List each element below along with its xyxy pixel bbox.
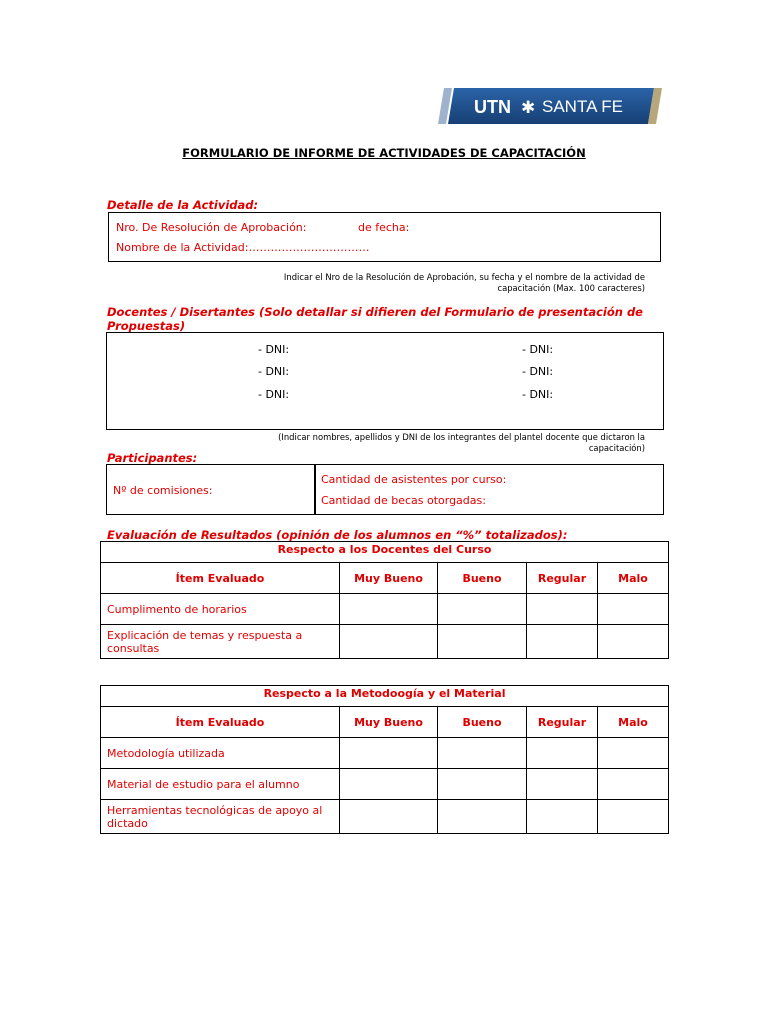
cell-malo[interactable] [598,738,669,769]
cell-bueno[interactable] [438,625,527,659]
docentes-heading-line1: Docentes / Disertantes (Solo detallar si difieren del Formulario de presentación de [107,305,643,319]
resolucion-field[interactable]: Nro. De Resolución de Aprobación: [116,221,307,234]
fecha-field[interactable]: de fecha: [358,221,410,234]
becas-field[interactable]: Cantidad de becas otorgadas: [321,494,486,507]
docentes-heading-line2: Propuestas) [107,319,186,333]
col-malo: Malo [598,563,669,594]
evaluacion-heading: Evaluación de Resultados (opinión de los alumnos en “%” totalizados): [107,528,568,542]
col-muy-bueno: Muy Bueno [340,563,438,594]
detalle-note-line1: Indicar el Nro de la Resolución de Aprobación, su fecha y el nombre de la actividad de [283,272,645,282]
docentes-heading [107,305,643,333]
logo-text-utn: UTN [474,97,511,117]
cell-regular[interactable] [527,738,598,769]
docentes-box [106,332,664,430]
cell-malo[interactable] [598,625,669,659]
cell-muy-bueno[interactable] [340,800,438,834]
cell-malo[interactable] [598,769,669,800]
cell-bueno[interactable] [438,738,527,769]
col-item: Ítem Evaluado [101,563,340,594]
row-label: Cumplimento de horarios [101,594,340,625]
docentes-evaluation-table [100,541,669,659]
col-bueno: Bueno [438,707,527,738]
dni-field-1[interactable]: - DNI: [258,343,290,356]
nombre-actividad-field[interactable]: Nombre de la Actividad:…………………………… [116,241,370,254]
cell-regular[interactable] [527,800,598,834]
row-label: Material de estudio para el alumno [101,769,340,800]
docentes-note [205,432,645,454]
cell-muy-bueno[interactable] [340,625,438,659]
col-item: Ítem Evaluado [101,707,340,738]
col-bueno: Bueno [438,563,527,594]
row-label: Herramientas tecnológicas de apoyo al dictado [101,800,340,834]
row-label: Metodología utilizada [101,738,340,769]
col-regular: Regular [527,563,598,594]
cell-regular[interactable] [527,594,598,625]
participantes-heading: Participantes: [107,451,198,465]
col-malo: Malo [598,707,669,738]
asistentes-field[interactable]: Cantidad de asistentes por curso: [321,473,507,486]
logo-text-santa-fe: SANTA FE [542,97,623,116]
participantes-divider [314,464,316,515]
table-row [101,625,669,659]
cell-bueno[interactable] [438,594,527,625]
cell-malo[interactable] [598,594,669,625]
table1-title: Respecto a los Docentes del Curso [101,542,669,563]
dni-field-4[interactable]: - DNI: [522,365,554,378]
row-label: Explicación de temas y respuesta a consultas [101,625,340,659]
logo-asterisk-icon: ✱ [521,98,536,118]
utn-santa-fe-logo [438,88,662,124]
docentes-note-line2: capacitación) [588,443,645,453]
cell-muy-bueno[interactable] [340,738,438,769]
dni-field-6[interactable]: - DNI: [522,388,554,401]
cell-regular[interactable] [527,625,598,659]
col-muy-bueno: Muy Bueno [340,707,438,738]
detalle-note [225,272,645,294]
detalle-note-line2: capacitación (Max. 100 caracteres) [497,283,645,293]
docentes-note-line1: (Indicar nombres, apellidos y DNI de los integrantes del plantel docente que dictaron la [278,432,645,442]
dni-field-3[interactable]: - DNI: [258,365,290,378]
col-regular: Regular [527,707,598,738]
document-title: FORMULARIO DE INFORME DE ACTIVIDADES DE CAPACITACIÓN [182,146,586,160]
cell-bueno[interactable] [438,800,527,834]
table-row [101,738,669,769]
dni-field-2[interactable]: - DNI: [522,343,554,356]
metodologia-evaluation-table [100,685,669,834]
table-row [101,769,669,800]
cell-regular[interactable] [527,769,598,800]
table-row [101,800,669,834]
dni-field-5[interactable]: - DNI: [258,388,290,401]
cell-malo[interactable] [598,800,669,834]
comisiones-field[interactable]: Nº de comisiones: [113,484,213,497]
table-row [101,594,669,625]
cell-muy-bueno[interactable] [340,769,438,800]
detalle-heading: Detalle de la Actividad: [107,198,259,212]
detalle-box [108,212,661,262]
table2-title: Respecto a la Metodoogía y el Material [101,686,669,707]
cell-bueno[interactable] [438,769,527,800]
cell-muy-bueno[interactable] [340,594,438,625]
